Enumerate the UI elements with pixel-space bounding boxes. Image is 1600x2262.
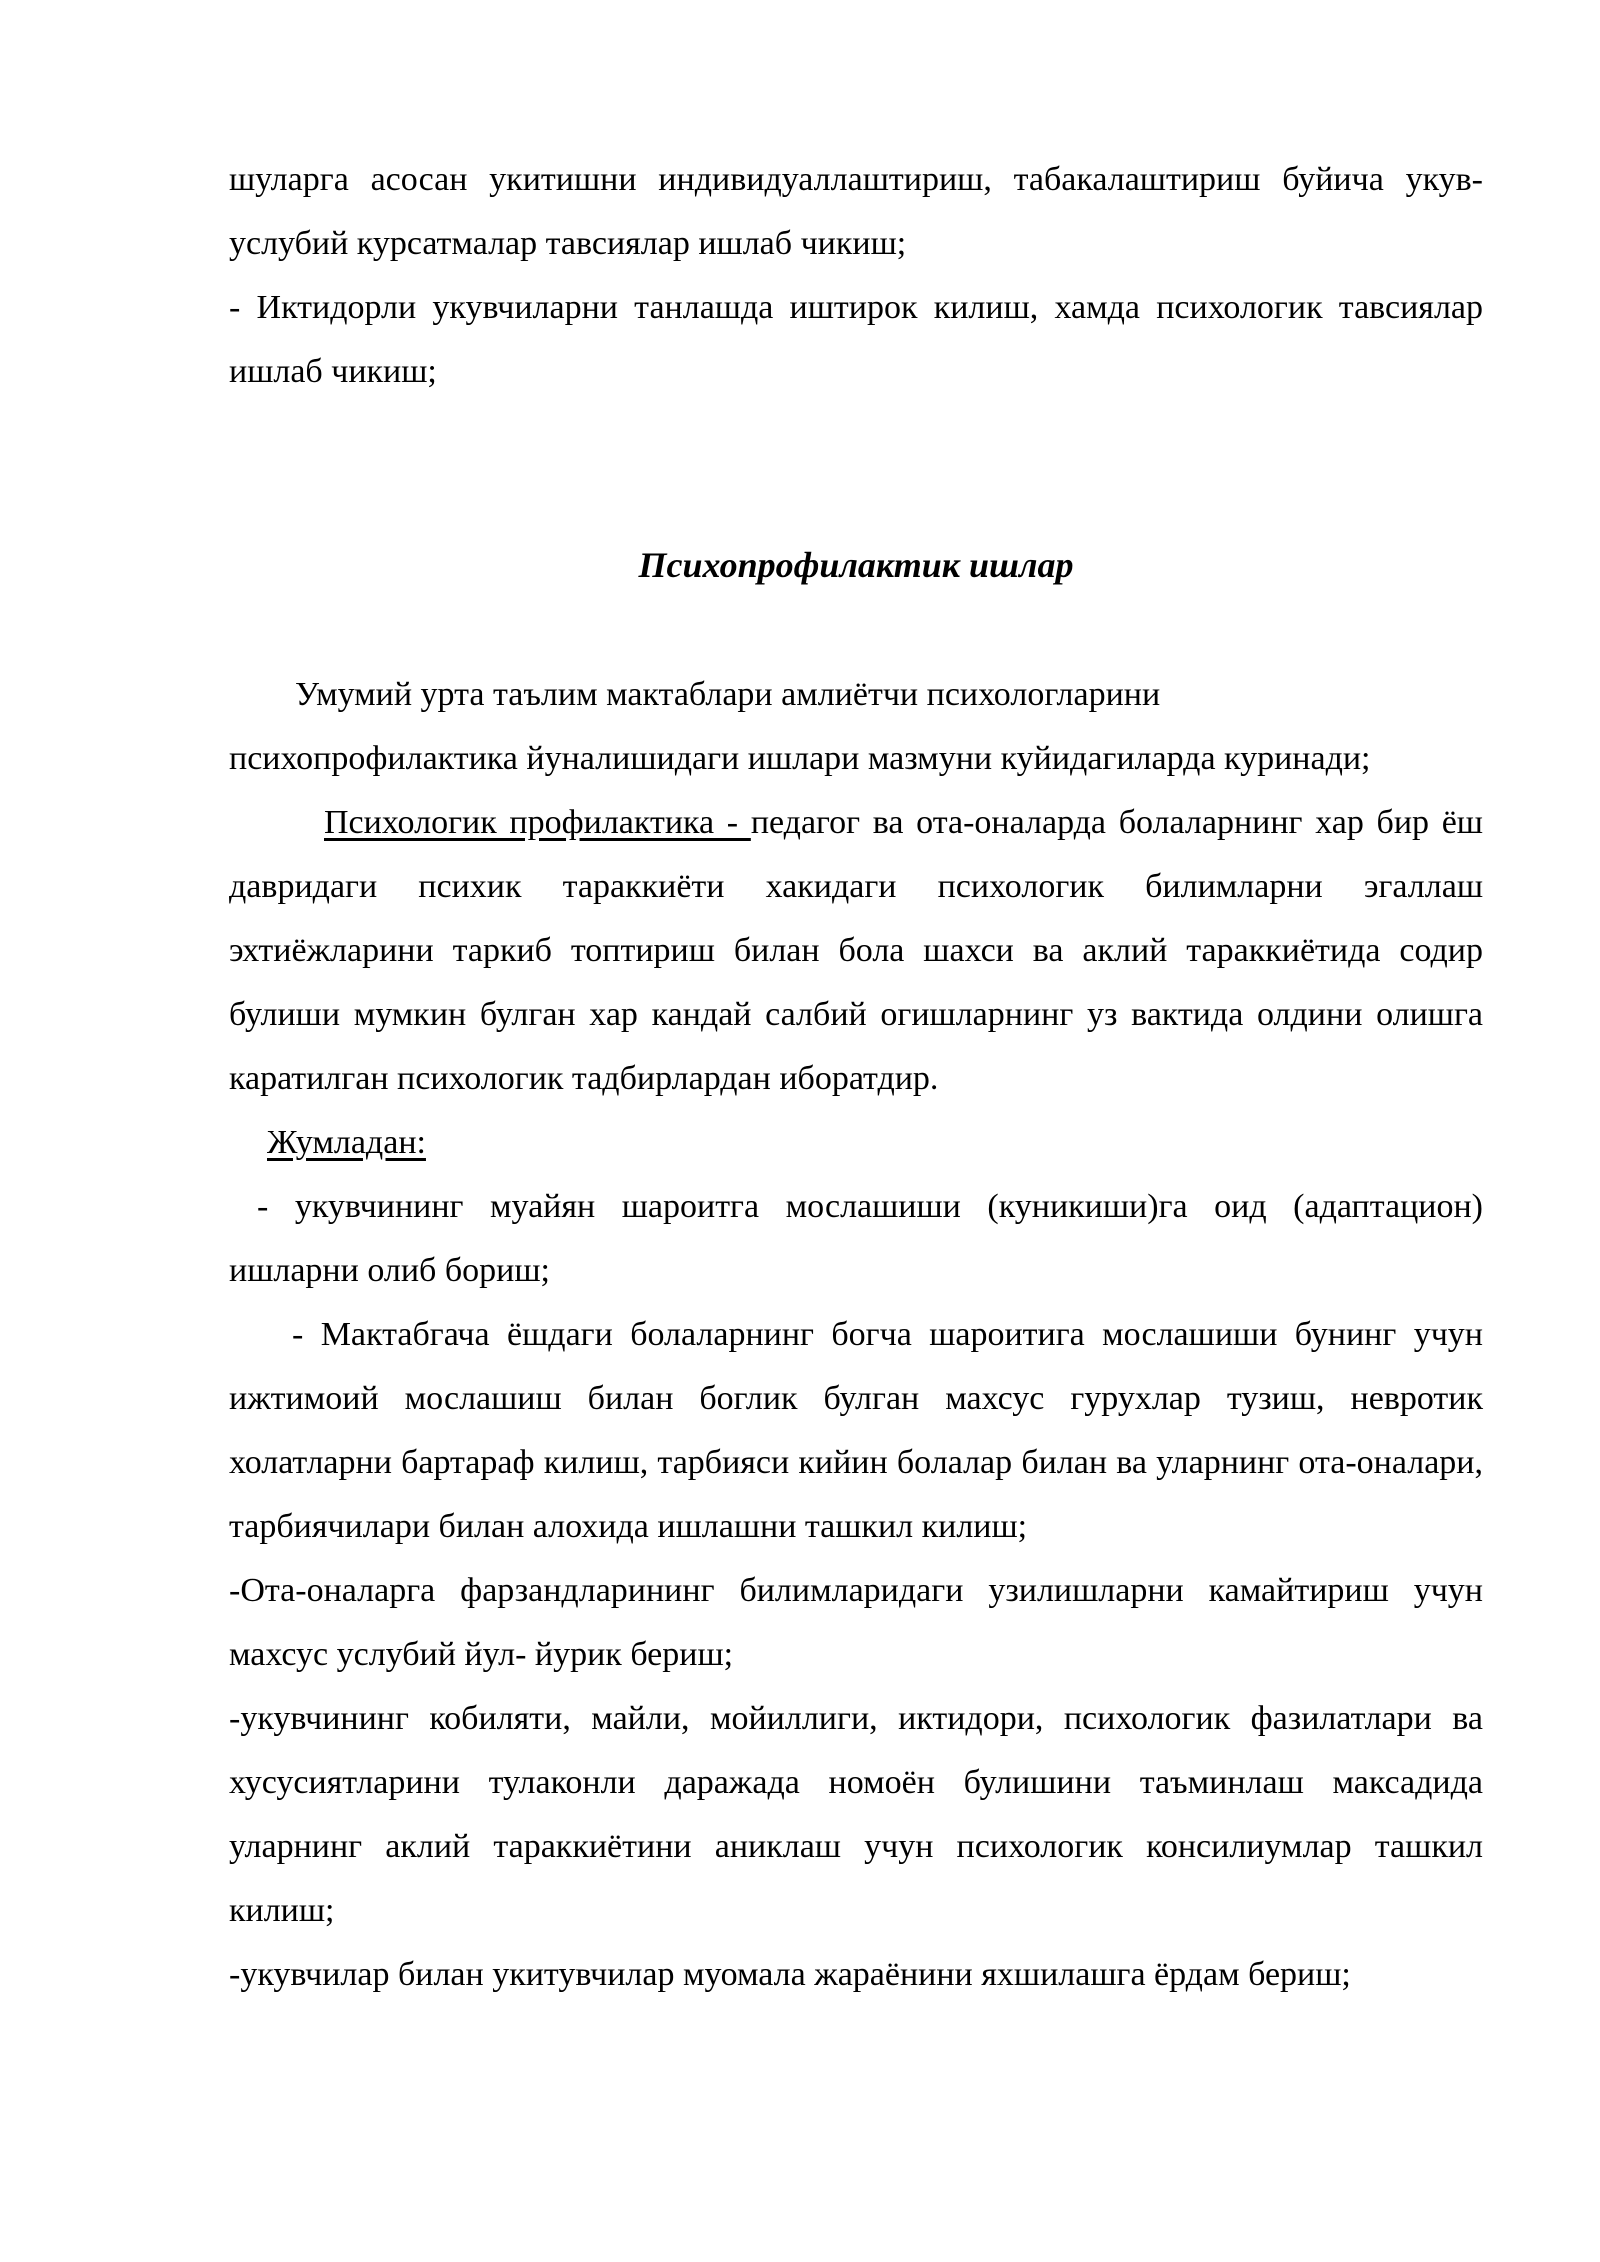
paragraph-individualization: шуларга асосан укитишни индивидуаллаштириш, табакалаштириш буйича укув-услубий курсатмалар тавсиялар ишлаб чикиш; (229, 161, 1483, 262)
page-body (229, 148, 1483, 2007)
including-label-paragraph (229, 1111, 1483, 1175)
section-heading: Психопрофилактик ишлар (638, 545, 1074, 585)
definition-text: педагог ва ота-оналарда болаларнинг хар бир ёш давридаги психик тараккиёти хакидаги психологик билимларни эгаллаш эхтиёжларини таркиб топтириш билан бола шахси ва аклий тараккиётида содир булиши мумкин булган хар кандай салбий огишларнинг уз вактида олдини олишга каратилган психологик тадбирлардан иборатдир. (229, 804, 1483, 1097)
intro-paragraph (229, 663, 1483, 791)
intro-line-first: Умумий урта таълим мактаблари амлиётчи психологларини (295, 676, 1161, 713)
intro-line-rest: психопрофилактика йуналишидаги ишлари мазмуни куйидагиларда куринади; (229, 740, 1371, 777)
list-item: -Ота-оналарга фарзандларининг билимларидаги узилишларни камайтириш учун махсус услубий йул- йурик бериш; (229, 1572, 1483, 1673)
including-label: Жумладан: (267, 1124, 426, 1161)
list-item: - укувчининг муайян шароитга мослашиши (куникиши)га оид (адаптацион) ишларни олиб бориш; (229, 1188, 1483, 1289)
definition-paragraph (229, 791, 1483, 1111)
list-item: -укувчилар билан укитувчилар муомала жараёнини яхшилашга ёрдам бериш; (229, 1956, 1351, 1993)
list-item: -укувчининг кобиляти, майли, мойиллиги, иктидори, психологик фазилатлари ва хусусиятларини тулаконли даражада номоён булишини таъминлаш максадида уларнинг аклий тараккиётини аниклаш учун психологик консилиумлар ташкил килиш; (229, 1700, 1483, 1929)
list-item: - Мактабгача ёшдаги болаларнинг богча шароитига мослашиши бунинг учун ижтимоий мослашиш билан боглик булган махсус гурухлар тузиш, невротик холатларни бартараф килиш, тарбияси кийин болалар билан ва уларнинг ота-оналари, тарбиячилари билан алохида ишлашни ташкил килиш; (229, 1316, 1483, 1545)
definition-term: Психологик профилактика - (324, 804, 751, 841)
paragraph-gifted-students: - Иктидорли укувчиларни танлашда иштирок килиш, хамда психологик тавсиялар ишлаб чикиш; (229, 289, 1483, 390)
